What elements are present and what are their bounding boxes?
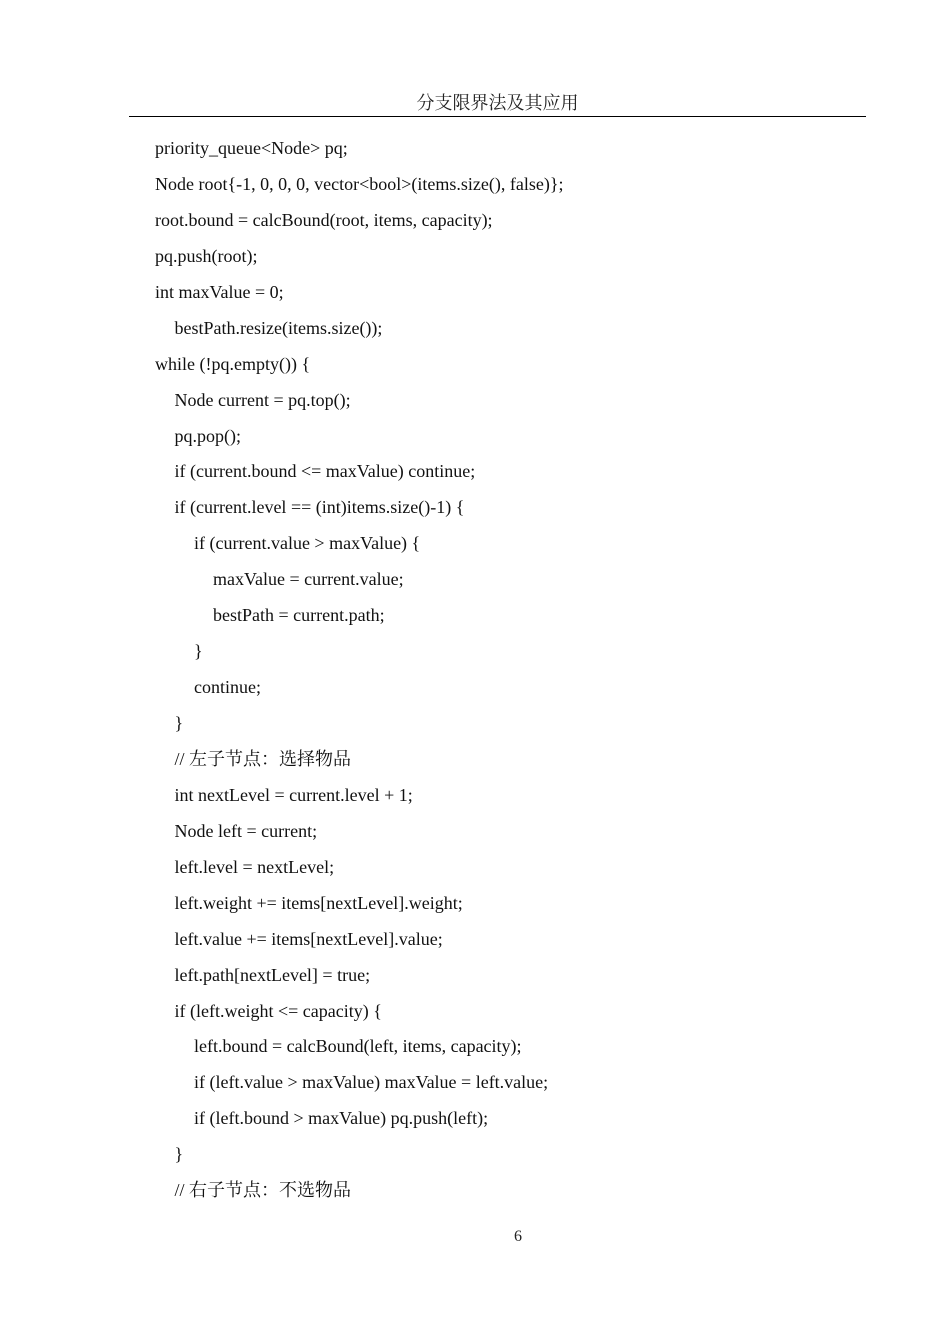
code-line: left.weight += items[nextLevel].weight;	[174, 892, 463, 913]
code-line: left.value += items[nextLevel].value;	[174, 928, 443, 949]
code-line: Node current = pq.top();	[174, 389, 351, 410]
code-line: pq.push(root);	[155, 245, 258, 266]
code-line: // 左子节点：选择物品	[174, 748, 352, 769]
code-line: left.path[nextLevel] = true;	[174, 964, 371, 985]
code-line: if (left.value > maxValue) maxValue = left.value;	[194, 1072, 549, 1093]
code-line: bestPath = current.path;	[213, 605, 385, 626]
code-line: left.bound = calcBound(left, items, capacity);	[194, 1036, 522, 1057]
code-line: int nextLevel = current.level + 1;	[174, 784, 413, 805]
header-title: 分支限界法及其应用	[416, 93, 579, 113]
code-line: // 右子节点：不选物品	[174, 1180, 352, 1201]
page-header	[129, 90, 866, 117]
code-line: }	[174, 1144, 184, 1165]
code-line: }	[174, 713, 184, 733]
code-line: Node left = current;	[174, 820, 318, 841]
code-line: }	[194, 641, 203, 662]
code-line: if (left.weight <= capacity) {	[174, 1000, 382, 1021]
code-line: if (current.value > maxValue) {	[194, 533, 421, 554]
code-line: pq.pop();	[174, 425, 241, 446]
code-line: while (!pq.empty()) {	[155, 353, 311, 374]
code-line: Node root{-1, 0, 0, 0, vector<bool>(items.size(), false)};	[155, 173, 564, 194]
code-line: root.bound = calcBound(root, items, capacity);	[155, 209, 493, 230]
code-line: priority_queue<Node> pq;	[155, 138, 348, 158]
code-line: if (current.level == (int)items.size()-1) {	[174, 497, 465, 518]
code-line: if (current.bound <= maxValue) continue;	[174, 461, 476, 482]
code-line: int maxValue = 0;	[155, 281, 284, 302]
code-line: bestPath.resize(items.size());	[174, 317, 383, 338]
code-block	[155, 131, 855, 1209]
code-line: left.level = nextLevel;	[174, 856, 335, 877]
code-line: if (left.bound > maxValue) pq.push(left);	[194, 1108, 489, 1129]
page-number: 6	[514, 1228, 522, 1245]
code-line: maxValue = current.value;	[213, 569, 404, 590]
code-line: continue;	[194, 677, 261, 698]
